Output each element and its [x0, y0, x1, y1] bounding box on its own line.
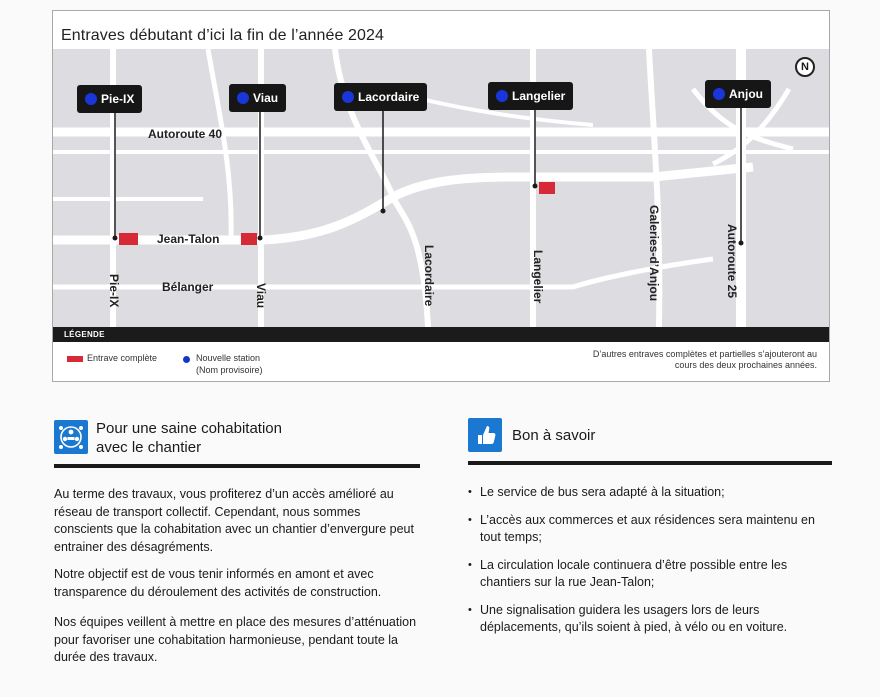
point-anjou [739, 241, 744, 246]
road-label-langelier: Langelier [531, 250, 545, 304]
station-name: Lacordaire [358, 90, 420, 104]
station-name: Viau [253, 91, 279, 105]
station-dot-icon [85, 93, 97, 105]
road-label-lacordaire: Lacordaire [422, 245, 436, 307]
point-langelier [533, 184, 538, 189]
left-paragraph-3: Nos équipes veillent à mettre en place des mesures d’atténuation pour favoriser une cohabitation harmonieuse, pendant toute la durée des travaux. [54, 615, 417, 664]
station-label-langelier [488, 82, 573, 110]
point-viau [258, 236, 263, 241]
station-dot-icon [342, 91, 354, 103]
community-icon [54, 420, 88, 454]
thumbs-up-icon [468, 418, 502, 452]
station-name: Pie-IX [101, 92, 135, 106]
station-name: Anjou [729, 87, 763, 101]
station-dot-icon [496, 90, 508, 102]
road-label-jean-talon: Jean-Talon [157, 232, 220, 246]
closure-marker [539, 182, 555, 194]
right-section-rule [468, 461, 832, 465]
road-label-galeries: Galeries-d’Anjou [647, 205, 661, 302]
bullet-list [468, 484, 838, 647]
station-label-anjou [705, 80, 771, 108]
road-label-autoroute25: Autoroute 25 [725, 224, 739, 299]
left-title-line1: Pour une saine cohabitation [96, 420, 282, 437]
point-pie-ix [113, 236, 118, 241]
legend-title: LÉGENDE [53, 327, 829, 342]
legend-closure-swatch [67, 356, 83, 362]
station-dot-icon [713, 88, 725, 100]
list-item: • La circulation locale continuera d’être possible entre les chantiers sur la rue Jean-Talon; [468, 557, 838, 592]
list-item: • Une signalisation guidera les usagers lors de leurs déplacements, qu’ils soient à pied, à vélo ou en voiture. [468, 602, 838, 637]
station-name: Langelier [512, 89, 566, 103]
legend-closure-label: Entrave complète [87, 353, 158, 363]
left-paragraph-2: Notre objectif est de vous tenir informés en amont et avec transparence du déroulement des activités de construction. [54, 567, 382, 599]
closure-marker [119, 233, 138, 245]
point-lacordaire [381, 209, 386, 214]
north-arrow-icon: N [795, 57, 815, 77]
station-label-pie-ix [77, 85, 142, 113]
legend-station-dot-icon [183, 356, 190, 363]
legend-station-sublabel: (Nom provisoire) [196, 365, 263, 375]
road-label-belanger: Bélanger [162, 280, 214, 294]
left-title-line2: avec le chantier [96, 439, 202, 456]
left-section-rule [54, 464, 420, 468]
legend-station-label: Nouvelle station [196, 353, 261, 363]
map-card [52, 10, 830, 382]
road-label-autoroute40: Autoroute 40 [148, 127, 223, 141]
left-paragraph-1: Au terme des travaux, vous profiterez d’un accès amélioré au réseau de transport collectif. Cependant, nous sommes conscients que la cohabitation avec un chantier d’envergure peut entrainer des désagréments. [54, 487, 414, 554]
left-section-title [96, 419, 282, 457]
closure-marker [241, 233, 257, 245]
map-title: Entraves débutant d’ici la fin de l’année 2024 [61, 27, 385, 44]
road-label-viau: Viau [254, 283, 268, 309]
road-label-pie-ix: Pie-IX [107, 274, 121, 308]
map-note: D’autres entraves complètes et partielles s’ajouteront au cours des deux prochaines années. [592, 349, 817, 370]
station-label-viau [229, 84, 286, 112]
station-dot-icon [237, 92, 249, 104]
list-item: • L’accès aux commerces et aux résidences sera maintenu en tout temps; [468, 512, 838, 547]
list-item: • Le service de bus sera adapté à la situation; [468, 484, 838, 502]
right-section-title: Bon à savoir [512, 427, 596, 444]
station-label-lacordaire [334, 83, 427, 111]
